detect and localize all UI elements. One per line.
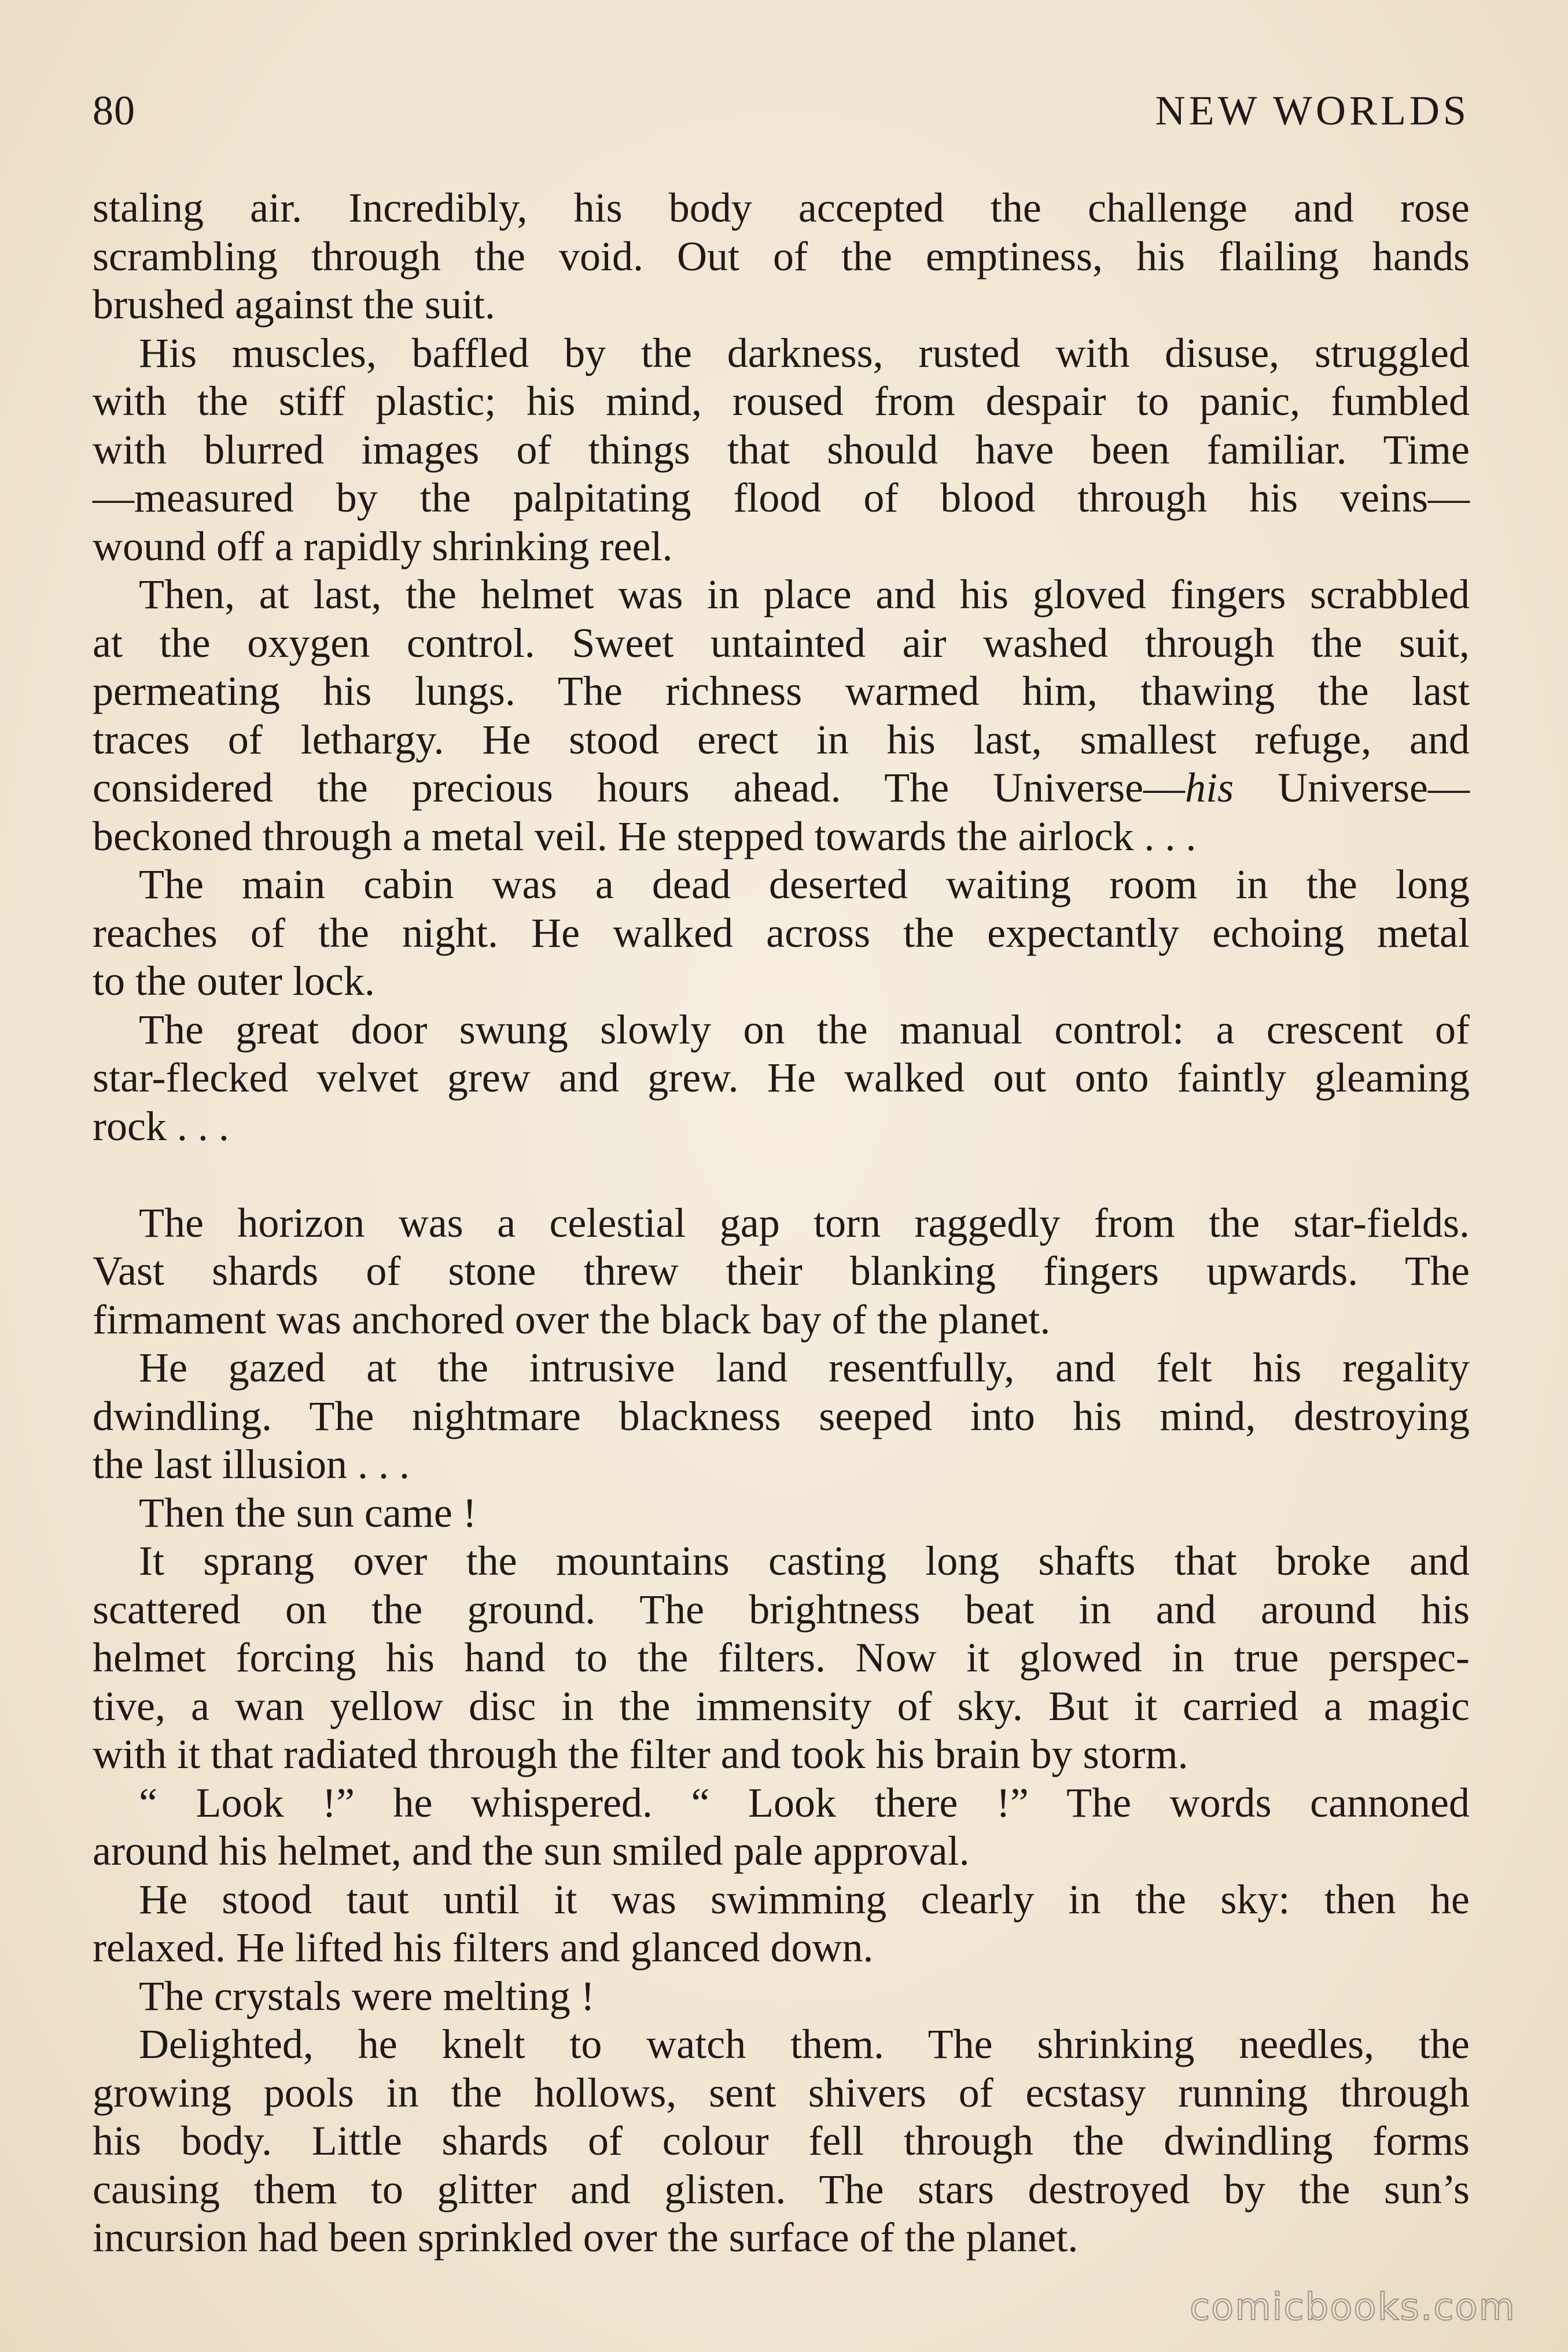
paragraph [93,329,1470,571]
paragraph [93,1006,1470,1151]
text-line: Vast shards of stone threw their blanking fingers upwards. The [93,1248,1470,1294]
text-line: scattered on the ground. The brightness beat in and around his [93,1586,1470,1633]
text-line: It sprang over the mountains casting long shafts that broke and [139,1538,1470,1584]
text-line: the last illusion . . . [93,1441,410,1487]
text-line: Then, at last, the helmet was in place and his gloved fingers scrabbled [139,571,1470,618]
paragraph [93,1972,1470,2021]
text-line: causing them to glitter and glisten. The stars destroyed by the sun’s [93,2166,1470,2213]
text-line: tive, a wan yellow disc in the immensity of sky. But it carried a magic [93,1682,1470,1729]
text-line: The great door swung slowly on the manual control: a crescent of [139,1006,1470,1053]
text-line: traces of lethargy. He stood erect in his last, smallest refuge, and [93,716,1470,763]
text-line: growing pools in the hollows, sent shivers of ecstasy running through [93,2069,1470,2116]
text-line: staling air. Incredibly, his body accepted the challenge and rose [93,185,1470,231]
text-line: scrambling through the void. Out of the emptiness, his flailing hands [93,233,1470,280]
text-line: rock . . . [93,1102,229,1149]
emphasis: his [1185,765,1234,811]
text-line: The crystals were melting ! [139,1972,595,2019]
text-line: star-flecked velvet grew and grew. He walked out onto faintly gleaming [93,1054,1470,1101]
text-line: Then the sun came ! [139,1489,477,1536]
text-line: relaxed. He lifted his filters and glanced down. [93,1924,874,1971]
text-line: incursion had been sprinkled over the surface of the planet. [93,2214,1079,2261]
text-line: with blurred images of things that should have been familiar. Time [93,426,1470,473]
body-text [93,184,1470,2262]
text-line: brushed against the suit. [93,281,495,328]
text-line: permeating his lungs. The richness warmed him, thawing the last [93,668,1470,714]
text-line: The main cabin was a dead deserted waiting room in the long [139,861,1470,907]
paragraph [93,184,1470,329]
text-line: His muscles, baffled by the darkness, rusted with disuse, struggled [139,329,1470,376]
paragraph [93,861,1470,1006]
text-line: He stood taut until it was swimming clearly in the sky: then he [139,1876,1470,1923]
text-line: considered the precious hours ahead. The Universe—his Universe— [93,765,1470,811]
paragraph [93,1537,1470,1779]
text-line: He gazed at the intrusive land resentfully, and felt his regality [139,1344,1470,1391]
page-number: 80 [93,87,135,134]
section-break [93,1151,1470,1199]
text-line: dwindling. The nightmare blackness seeped into his mind, destroying [93,1392,1470,1439]
text-line: “ Look !” he whispered. “ Look there !” The words cannoned [139,1779,1470,1826]
text-line: with the stiff plastic; his mind, roused from despair to panic, fumbled [93,378,1470,424]
text-line: Delighted, he knelt to watch them. The shrinking needles, the [139,2021,1470,2067]
text-line: —measured by the palpitating flood of blood through his veins— [93,475,1470,521]
text-line: helmet forcing his hand to the filters. Now it glowed in true perspec- [93,1634,1470,1681]
paragraph [93,1876,1470,1972]
page-header [93,87,1470,145]
paragraph [93,571,1470,861]
paragraph [93,1489,1470,1538]
watermark-logo: comicbooks.com [1189,2286,1516,2329]
paragraph [93,1779,1470,1876]
text-line: to the outer lock. [93,958,375,1004]
text-line: The horizon was a celestial gap torn raggedly from the star-fields. [139,1199,1470,1246]
running-title: NEW WORLDS [1155,87,1470,134]
text-line: reaches of the night. He walked across the expectantly echoing metal [93,909,1470,956]
paragraph [93,2020,1470,2262]
text-line: around his helmet, and the sun smiled pale approval. [93,1828,970,1874]
text-line: wound off a rapidly shrinking reel. [93,523,673,569]
text-line: firmament was anchored over the black bay of the planet. [93,1296,1051,1343]
text-line: with it that radiated through the filter and took his brain by storm. [93,1731,1188,1777]
paragraph [93,1344,1470,1489]
text-line: at the oxygen control. Sweet untainted air washed through the suit, [93,619,1470,666]
paragraph [93,1199,1470,1344]
text-line: his body. Little shards of colour fell through the dwindling forms [93,2118,1470,2164]
text-line: beckoned through a metal veil. He stepped towards the airlock . . . [93,813,1197,859]
